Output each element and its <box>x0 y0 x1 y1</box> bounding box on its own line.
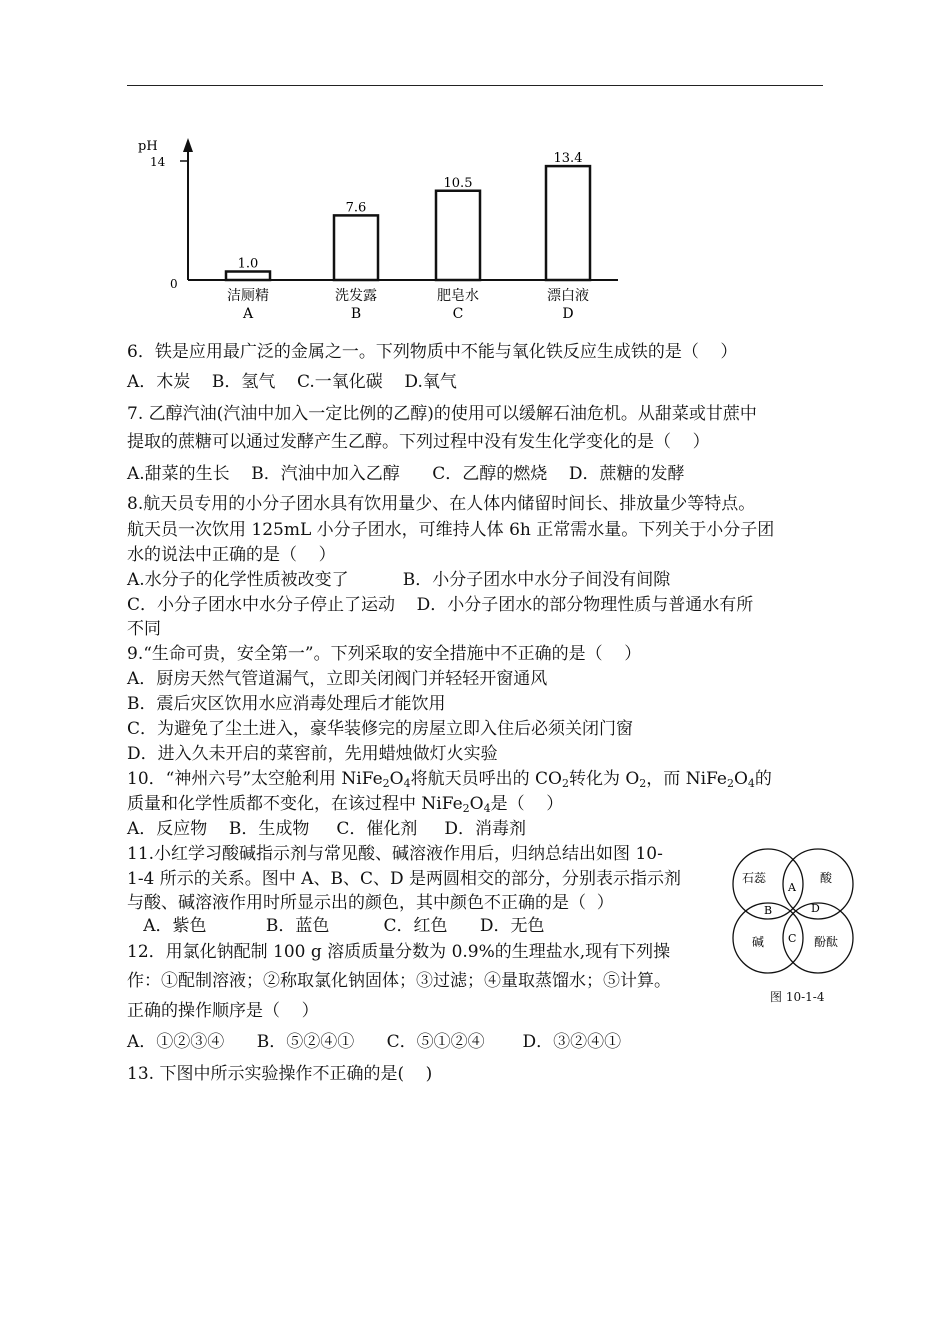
y-tick-label-14: 14 <box>150 155 166 169</box>
phenol-label: 酚酞 <box>814 935 839 949</box>
category-letter-a: A <box>242 306 254 322</box>
q9-option-d: D．进入久未开启的菜窖前，先用蜡烛做灯火实验 <box>127 744 498 764</box>
litmus-label: 石蕊 <box>742 871 767 885</box>
bar-b <box>334 215 378 280</box>
q8-options-ab: A.水分子的化学性质被改变了 B．小分子团水中水分子间没有间隙 <box>127 570 671 590</box>
y-tick-label-0: 0 <box>170 277 178 291</box>
q11-stem-line3: 与酸、碱溶液作用时所显示出的颜色，其中颜色不正确的是（ ） <box>127 893 614 913</box>
category-label-d: 漂白液 <box>547 288 589 304</box>
q9-option-b: B．震后灾区饮用水应消毒处理后才能饮用 <box>127 694 446 714</box>
bar-value-label-d: 13.4 <box>553 151 583 167</box>
bar-value-label-a: 1.0 <box>237 256 259 272</box>
header-rule <box>127 85 823 86</box>
q8-options-cd: C．小分子团水中水分子停止了运动 D．小分子团水的部分物理性质与普通水有所 <box>127 595 754 615</box>
q11-stem-line1: 11.小红学习酸碱指示剂与常见酸、碱溶液作用后，归纳总结出如图 10- <box>127 844 663 864</box>
region-c-label: C <box>788 932 797 945</box>
q10-stem-line1: 10．“神州六号”太空舱利用 $NiFe_2O_4$将航天员呼出的 $CO_2$转化为 $O_2$，而 $NiFe_2O_4$的 <box>127 769 772 790</box>
q12-stem-line2: 作：①配制溶液；②称取氯化钠固体；③过滤；④量取蒸馏水；⑤计算。 <box>127 971 671 991</box>
category-letter-c: C <box>452 306 464 322</box>
q9-option-c: C．为避免了尘土进入，豪华装修完的房屋立即入住后必须关闭门窗 <box>127 719 634 739</box>
ph-bar-chart <box>128 128 628 328</box>
venn-caption: 图 10-1-4 <box>770 990 825 1004</box>
q8-stem-line1: 8.航天员专用的小分子团水具有饮用量少、在人体内储留时间长、排放量少等特点。 <box>127 494 756 514</box>
q6-stem: 6．铁是应用最广泛的金属之一。下列物质中不能与氧化铁反应生成铁的是（ ） <box>127 342 738 362</box>
q11-options: A．紫色 B．蓝色 C．红色 D．无色 <box>127 916 545 936</box>
bar-value-label-b: 7.6 <box>345 200 367 216</box>
q9-option-a: A．厨房天然气管道漏气，立即关闭阀门并轻轻开窗通风 <box>127 669 548 689</box>
region-d-label: D <box>811 902 820 915</box>
q12-stem-line3: 正确的操作顺序是（ ） <box>127 1001 319 1021</box>
q10-options: A．反应物 B．生成物 C．催化剂 D．消毒剂 <box>127 819 527 839</box>
category-label-c: 肥皂水 <box>437 288 479 304</box>
indicator-venn-diagram <box>728 846 858 986</box>
y-axis-label: pH <box>138 139 158 154</box>
q8-stem-line2: 航天员一次饮用 125mL 小分子团水，可维持人体 6h 正常需水量。下列关于小分子团 <box>127 520 775 540</box>
q10-stem-line2: 质量和化学性质都不变化，在该过程中 $NiFe_2O_4$是（ ） <box>127 794 564 815</box>
acid-label: 酸 <box>820 871 833 885</box>
q7-stem-line2: 提取的蔗糖可以通过发酵产生乙醇。下列过程中没有发生化学变化的是（ ） <box>127 432 710 452</box>
q8-options-cd-cont: 不同 <box>127 619 161 639</box>
q12-options: A．①②③④ B．⑤②④① C．⑤①②④ D．③②④① <box>127 1032 622 1052</box>
q8-stem-line3: 水的说法中正确的是（ ） <box>127 545 336 565</box>
category-letter-d: D <box>562 306 574 322</box>
bar-c <box>436 191 480 280</box>
category-letter-b: B <box>350 306 362 322</box>
y-axis-arrow <box>183 138 193 152</box>
q12-stem-line1: 12．用氯化钠配制 100 g 溶质质量分数为 0.9%的生理盐水,现有下列操 <box>127 942 671 962</box>
bar-d <box>546 166 590 280</box>
q11-stem-line2: 1-4 所示的关系。图中 A、B、C、D 是两圆相交的部分，分别表示指示剂 <box>127 869 681 889</box>
base-label: 碱 <box>752 935 765 949</box>
q13-stem: 13. 下图中所示实验操作不正确的是( ) <box>127 1064 433 1084</box>
region-b-label: B <box>764 904 773 917</box>
bar-value-label-c: 10.5 <box>443 175 473 191</box>
q9-stem: 9.“生命可贵，安全第一”。下列采取的安全措施中不正确的是（ ） <box>127 644 642 664</box>
q7-stem-line1: 7. 乙醇汽油(汽油中加入一定比例的乙醇)的使用可以缓解石油危机。从甜菜或甘蔗中 <box>127 404 757 424</box>
category-label-a: 洁厕精 <box>227 288 269 304</box>
bar-a <box>226 272 270 281</box>
category-label-b: 洗发露 <box>335 288 377 304</box>
q6-options: A．木炭 B．氢气 C.一氧化碳 D.氧气 <box>127 372 457 392</box>
q7-options: A.甜菜的生长 B．汽油中加入乙醇 C．乙醇的燃烧 D．蔗糖的发酵 <box>127 464 685 484</box>
region-a-label: A <box>788 881 796 894</box>
